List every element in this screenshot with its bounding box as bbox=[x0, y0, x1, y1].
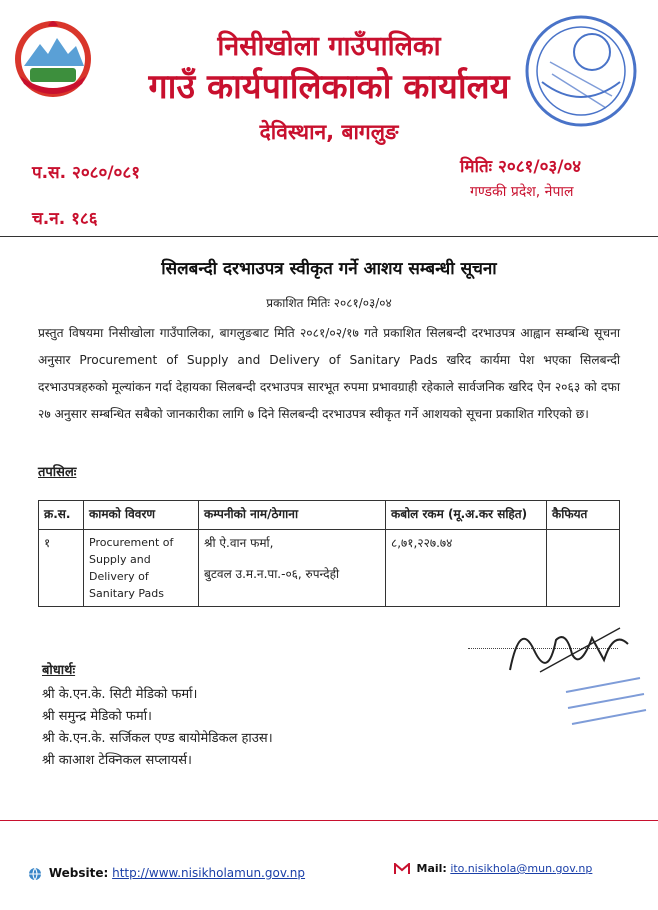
bid-table bbox=[38, 500, 620, 607]
company-address: बुटवल उ.म.न.पा.-०६, रुपन्देही bbox=[204, 567, 340, 581]
col-header-sn: क्र.स. bbox=[39, 501, 84, 530]
table-row bbox=[39, 530, 620, 607]
col-header-description: कामको विवरण bbox=[84, 501, 199, 530]
list-item: श्री समुन्द्र मेडिको फर्मा। bbox=[42, 709, 152, 724]
mail-label: Mail: bbox=[416, 862, 447, 875]
website-link[interactable]: http://www.nisikholamun.gov.np bbox=[112, 866, 306, 880]
signature-icon bbox=[500, 610, 640, 680]
office-address: देविस्थान, बागलुङ bbox=[259, 120, 399, 144]
dispatch-number: च.न. १८६ bbox=[32, 209, 98, 229]
cell-amount: ८,७१,२२७.७४ bbox=[386, 530, 547, 607]
footer-divider bbox=[0, 820, 658, 821]
cell-description: Procurement of Supply and Delivery of Sanitary Pads bbox=[84, 530, 199, 607]
office-seal-icon bbox=[522, 12, 640, 130]
province: गण्डकी प्रदेश, नेपाल bbox=[470, 184, 574, 200]
mail-icon bbox=[394, 863, 410, 875]
mail-link[interactable]: ito.nisikhola@mun.gov.np bbox=[450, 862, 593, 875]
office-title: गाउँ कार्यपालिकाको कार्यालय bbox=[148, 67, 510, 107]
cc-list bbox=[42, 684, 273, 772]
list-item: श्री काआश टेक्निकल सप्लायर्स। bbox=[42, 753, 192, 768]
published-date: प्रकाशित मितिः २०८१/०३/०४ bbox=[266, 296, 392, 310]
table-header-row bbox=[39, 501, 620, 530]
details-label: तपसिलः bbox=[38, 465, 77, 480]
cell-sn: १ bbox=[39, 530, 84, 607]
list-item: श्री के.एन.के. सर्जिकल एण्ड बायोमेडिकल हाउस। bbox=[42, 731, 273, 746]
header-divider bbox=[0, 236, 658, 237]
globe-icon bbox=[28, 867, 42, 881]
notice-body: प्रस्तुत विषयमा निसीखोला गाउँपालिका, बागलुङबाट मिति २०८१/०२/१७ गते प्रकाशित सिलबन्दी दरभाउपत्र आह्वान सम्बन्धि सूचना अनुसार Procurement of Supply and Delivery of Sanitary Pads खरिद कार्यमा पेश भएका सिलबन्दी दरभाउपत्रहरुको मूल्यांकन गर्दा देहायका सिलबन्दी दरभाउपत्र सारभूत रुपमा प्रभावग्राही रहेकाले सार्वजनिक खरिद ऐन २०६३ को दफा २७ अनुसार सम्बन्धित सबैको जानकारीका लागि ७ दिने सिलबन्दी दरभाउपत्र स्वीकृत गर्ने आशयको सूचना प्रकाशित गरिएको छ। bbox=[38, 326, 620, 421]
cc-label: बोधार्थः bbox=[42, 663, 76, 678]
col-header-company: कम्पनीको नाम/ठेगाना bbox=[199, 501, 386, 530]
list-item: श्री के.एन.के. सिटी मेडिको फर्मा। bbox=[42, 687, 198, 702]
cell-company bbox=[199, 530, 386, 607]
website-label: Website: bbox=[48, 866, 109, 880]
reference-number: प.स. २०८०/०८१ bbox=[32, 163, 141, 183]
issue-date: मितिः २०८१/०३/०४ bbox=[460, 157, 582, 177]
footer-mail bbox=[394, 862, 592, 875]
cell-remarks bbox=[547, 530, 620, 607]
col-header-amount: कबोल रकम (मू.अ.कर सहित) bbox=[386, 501, 547, 530]
notice-title: सिलबन्दी दरभाउपत्र स्वीकृत गर्ने आशय सम्बन्धी सूचना bbox=[161, 259, 497, 279]
col-header-remarks: कैफियत bbox=[547, 501, 620, 530]
company-name: श्री ऐ.वान फर्मा, bbox=[204, 536, 274, 550]
office-name: निसीखोला गाउँपालिका bbox=[217, 31, 441, 62]
signatory-stamp-icon bbox=[560, 672, 650, 738]
footer-website bbox=[28, 866, 305, 881]
